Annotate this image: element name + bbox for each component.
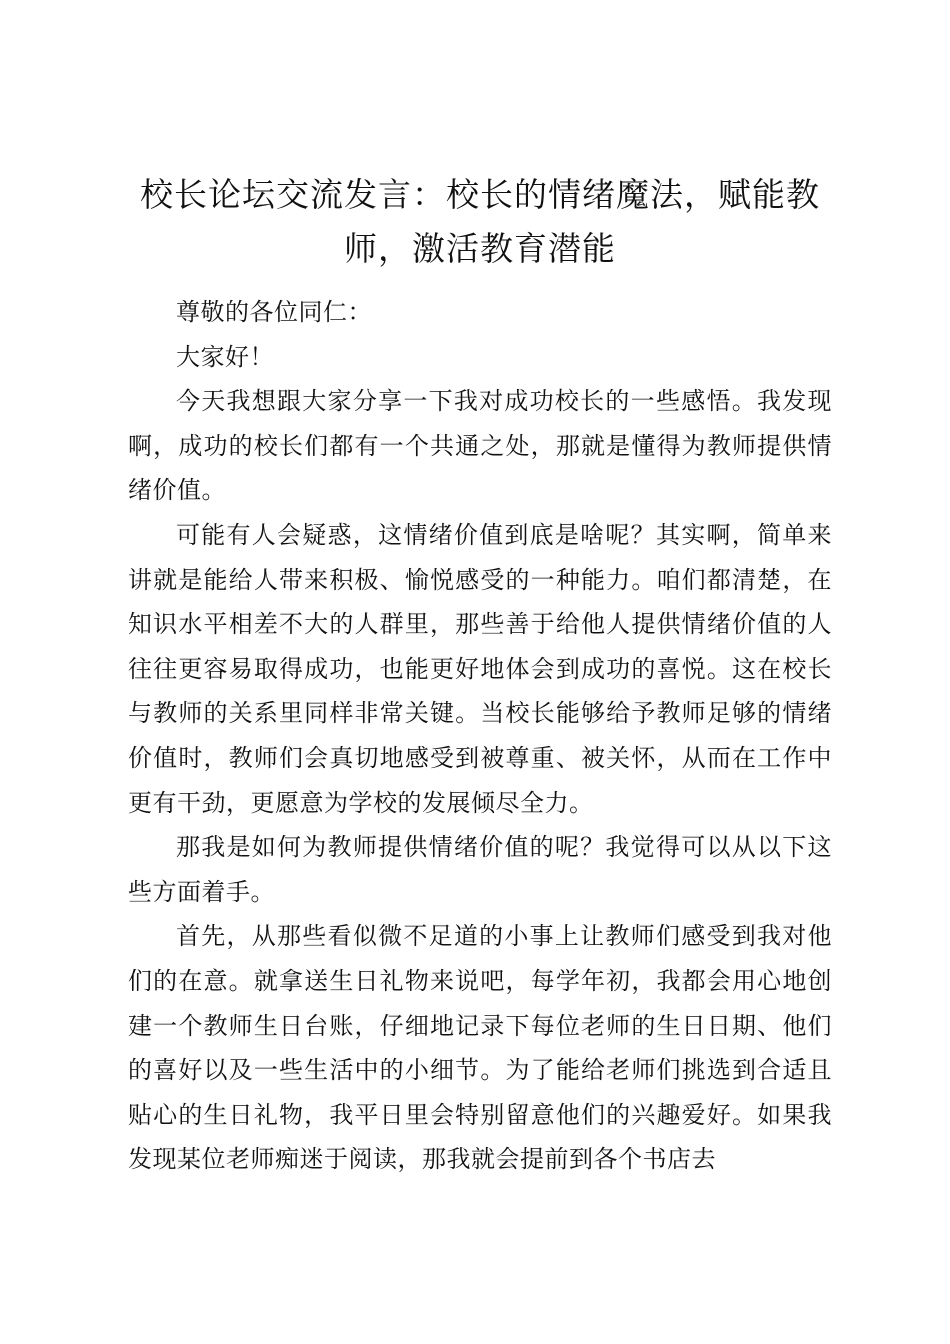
paragraph-greeting: 大家好！: [176, 342, 274, 371]
paragraph-intro: 今天我想跟大家分享一下我对成功校长的一些感悟。我发现啊，成功的校长们都有一个共通之处，那就是懂得为教师提供情绪价值。: [128, 387, 832, 505]
document-body: [128, 168, 832, 1182]
paragraph-first-point: 首先，从那些看似微不足道的小事上让教师们感受到我对他们的在意。就拿送生日礼物来说吧，每学年初，我都会用心地创建一个教师生日台账，仔细地记录下每位老师的生日日期、他们的喜好以及一些生活中的小细节。为了能给老师们挑选到合适且贴心的生日礼物，我平日里会特别留意他们的兴趣爱好。如果我发现某位老师痴迷于阅读，那我就会提前到各个书店去: [128, 922, 832, 1174]
paragraph-explanation: 可能有人会疑惑，这情绪价值到底是啥呢？其实啊，简单来讲就是能给人带来积极、愉悦感受的一种能力。咱们都清楚，在知识水平相差不大的人群里，那些善于给他人提供情绪价值的人往往更容易取得成功，也能更好地体会到成功的喜悦。这在校长与教师的关系里同样非常关键。当校长能够给予教师足够的情绪价值时，教师们会真切地感受到被尊重、被关怀，从而在工作中更有干劲，更愿意为学校的发展倾尽全力。: [128, 520, 832, 817]
paragraph-transition: 那我是如何为教师提供情绪价值的呢？我觉得可以从以下这些方面着手。: [128, 833, 832, 906]
document-title: 校长论坛交流发言：校长的情绪魔法，赋能教师，激活教育潜能: [140, 175, 820, 268]
paragraph-salutation: 尊敬的各位同仁：: [176, 298, 372, 326]
